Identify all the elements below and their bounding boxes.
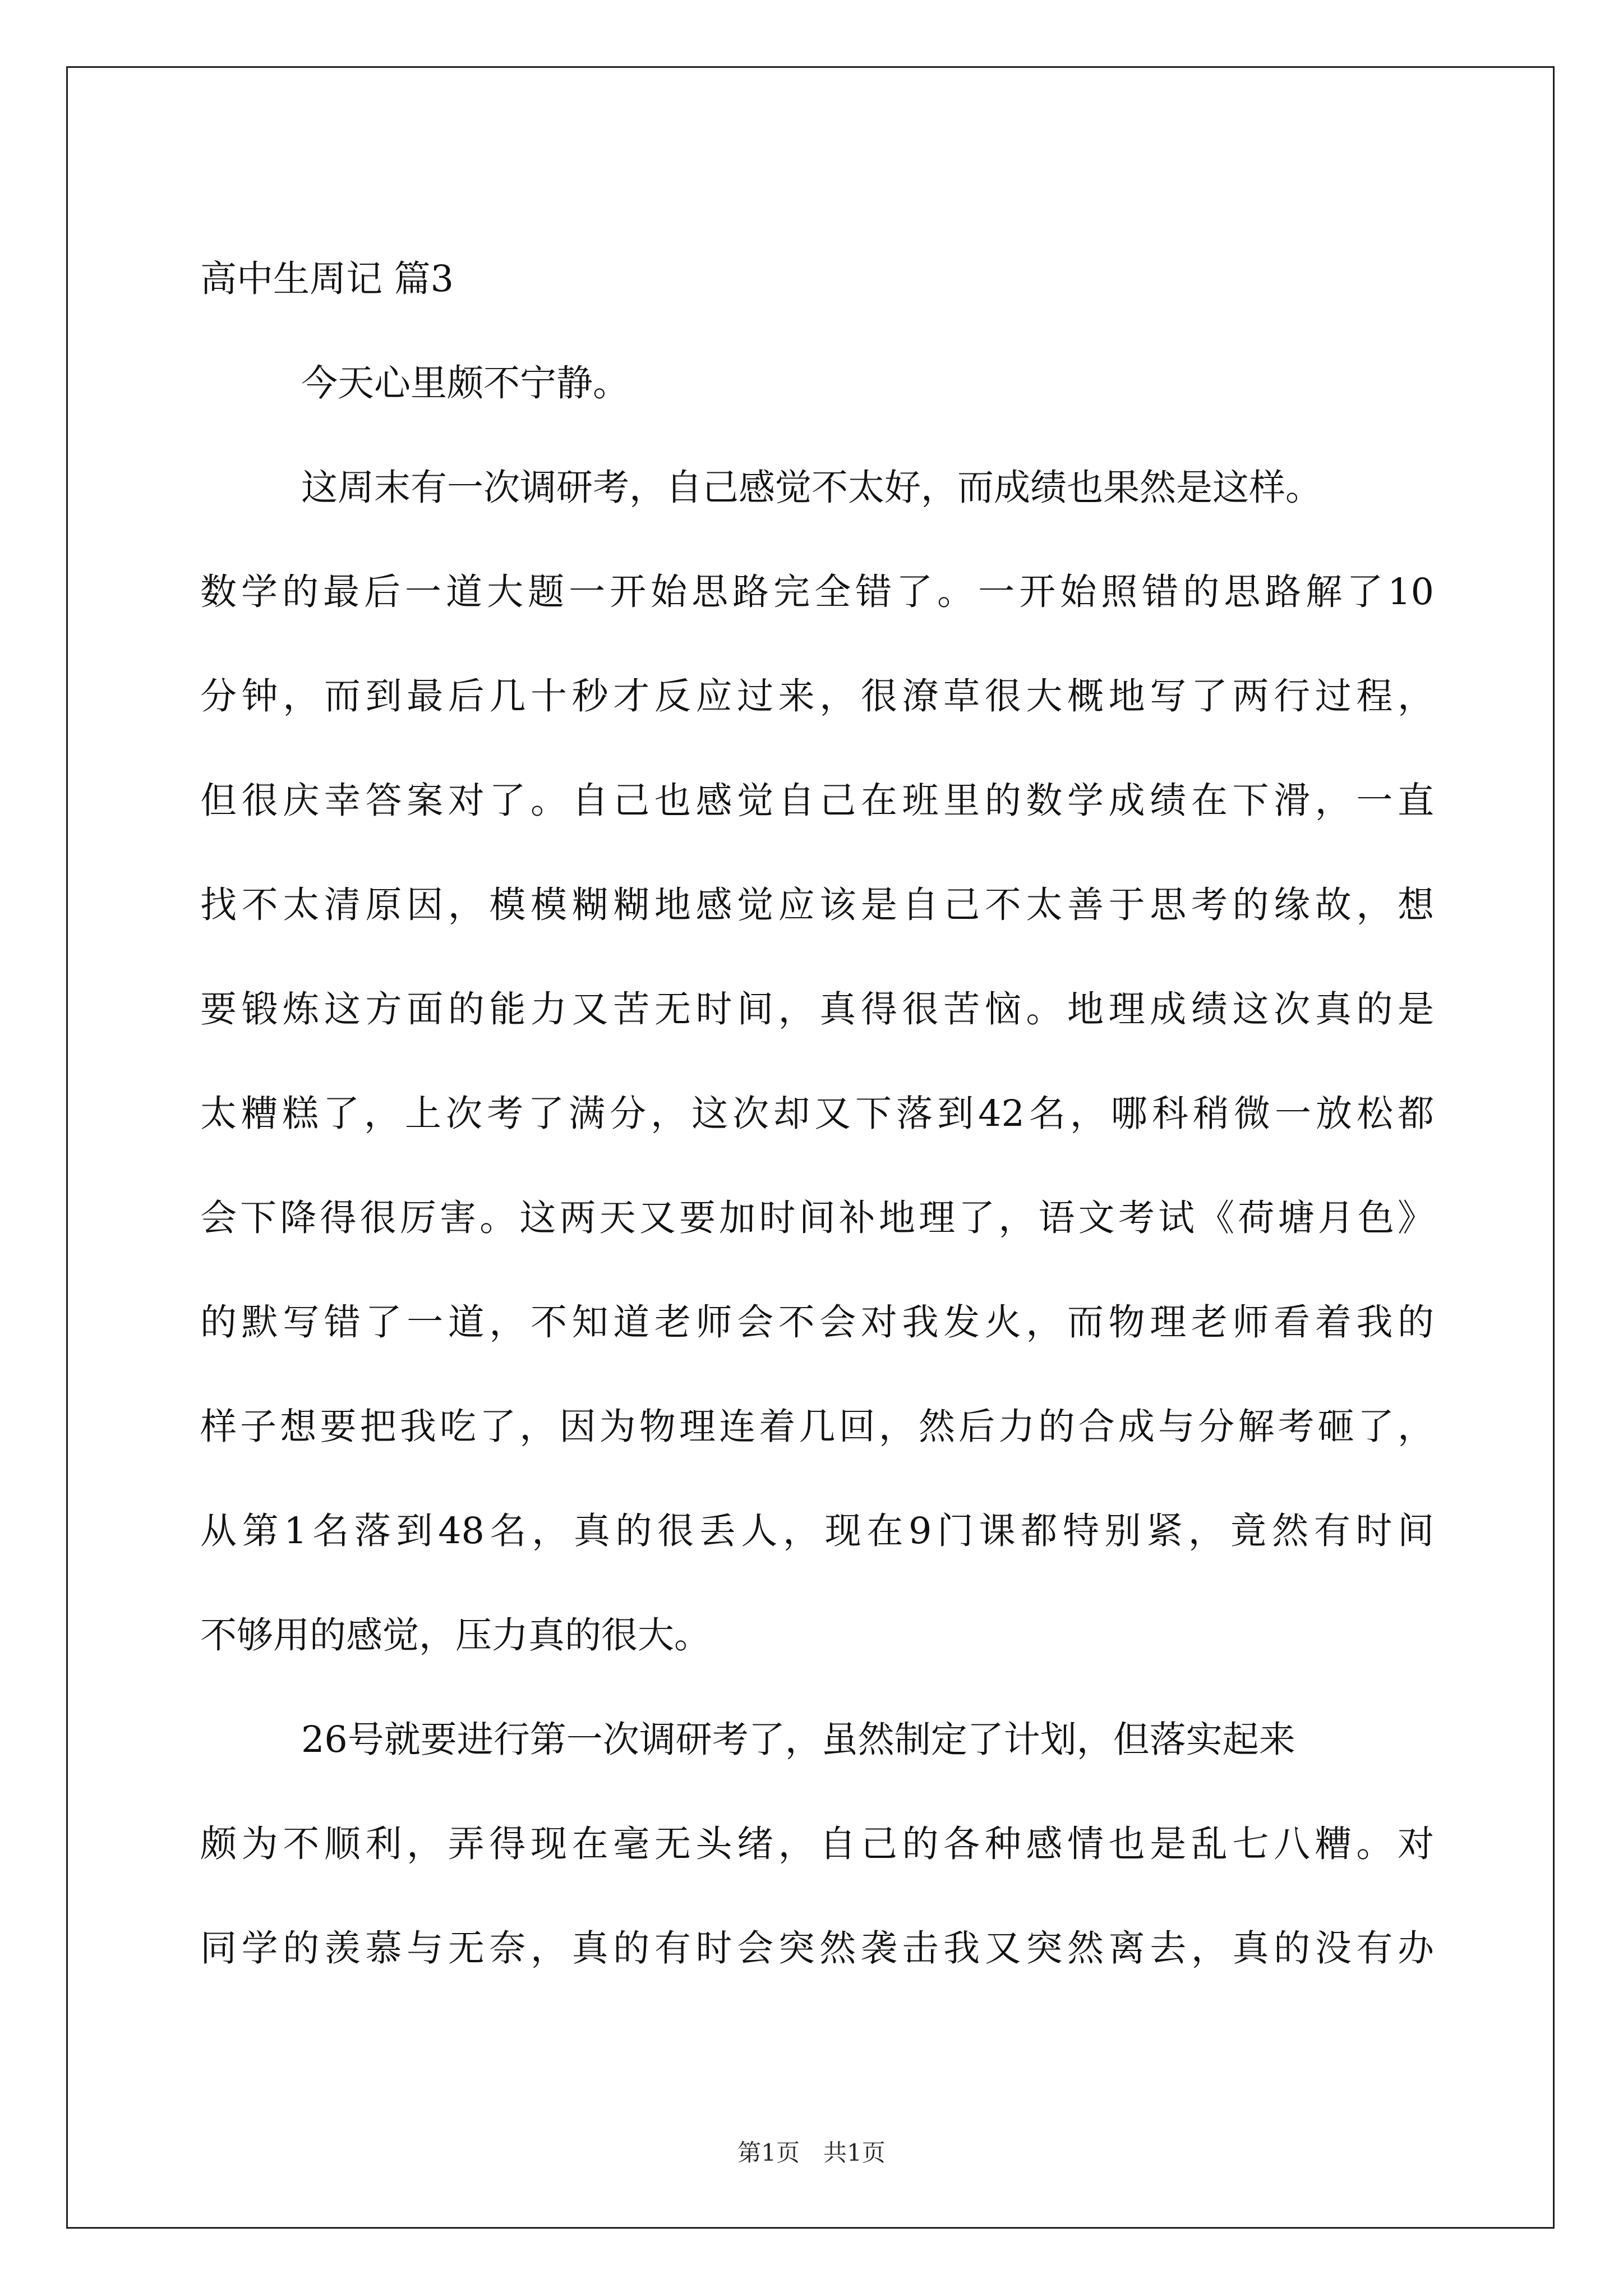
paragraph-2-line-3: 分钟，而到最后几十秒才反应过来，很潦草很大概地写了两行过程， [200,675,1434,717]
document-body [200,227,1434,2001]
paragraph-2-line-9: 的默写错了一道，不知道老师会不会对我发火，而物理老师看着我的 [200,1301,1434,1343]
paragraph-1-line-1: 今天心里颇不宁静。 [301,362,630,404]
page-footer: 第1页 共1页 [737,2139,886,2166]
paragraph-2-line-2: 数学的最后一道大题一开始思路完全错了。一开始照错的思路解了10 [200,571,1434,613]
paragraph-2-line-1: 这周末有一次调研考，自己感觉不太好，而成绩也果然是这样。 [301,467,1322,509]
paragraph-2-line-6: 要锻炼这方面的能力又苦无时间，真得很苦恼。地理成绩这次真的是 [200,988,1434,1030]
paragraph-2-line-4: 但很庆幸答案对了。自己也感觉自己在班里的数学成绩在下滑，一直 [200,780,1434,822]
paragraph-2-line-8: 会下降得很厉害。这两天又要加时间补地理了，语文考试《荷塘月色》 [200,1197,1434,1239]
paragraph-3-line-1: 26号就要进行第一次调研考了，虽然制定了计划，但落实起来 [301,1719,1295,1761]
paragraph-2-line-12: 不够用的感觉，压力真的很大。 [200,1614,711,1657]
document-title: 高中生周记 篇3 [200,258,454,300]
paragraph-2-line-7: 太糟糕了，上次考了满分，这次却又下落到42名，哪科稍微一放松都 [200,1093,1434,1135]
paragraph-2-line-11: 从第1名落到48名，真的很丢人，现在9门课都特别紧，竟然有时间 [200,1510,1434,1552]
paragraph-2-line-10: 样子想要把我吃了，因为物理连着几回，然后力的合成与分解考砸了， [200,1406,1434,1448]
paragraph-3-line-2: 颇为不顺利，弄得现在毫无头绪，自己的各种感情也是乱七八糟。对 [200,1823,1434,1865]
paragraph-2-line-5: 找不太清原因，模模糊糊地感觉应该是自己不太善于思考的缘故，想 [200,884,1434,926]
paragraph-3-line-3: 同学的羡慕与无奈，真的有时会突然袭击我又突然离去，真的没有办 [200,1927,1434,1970]
